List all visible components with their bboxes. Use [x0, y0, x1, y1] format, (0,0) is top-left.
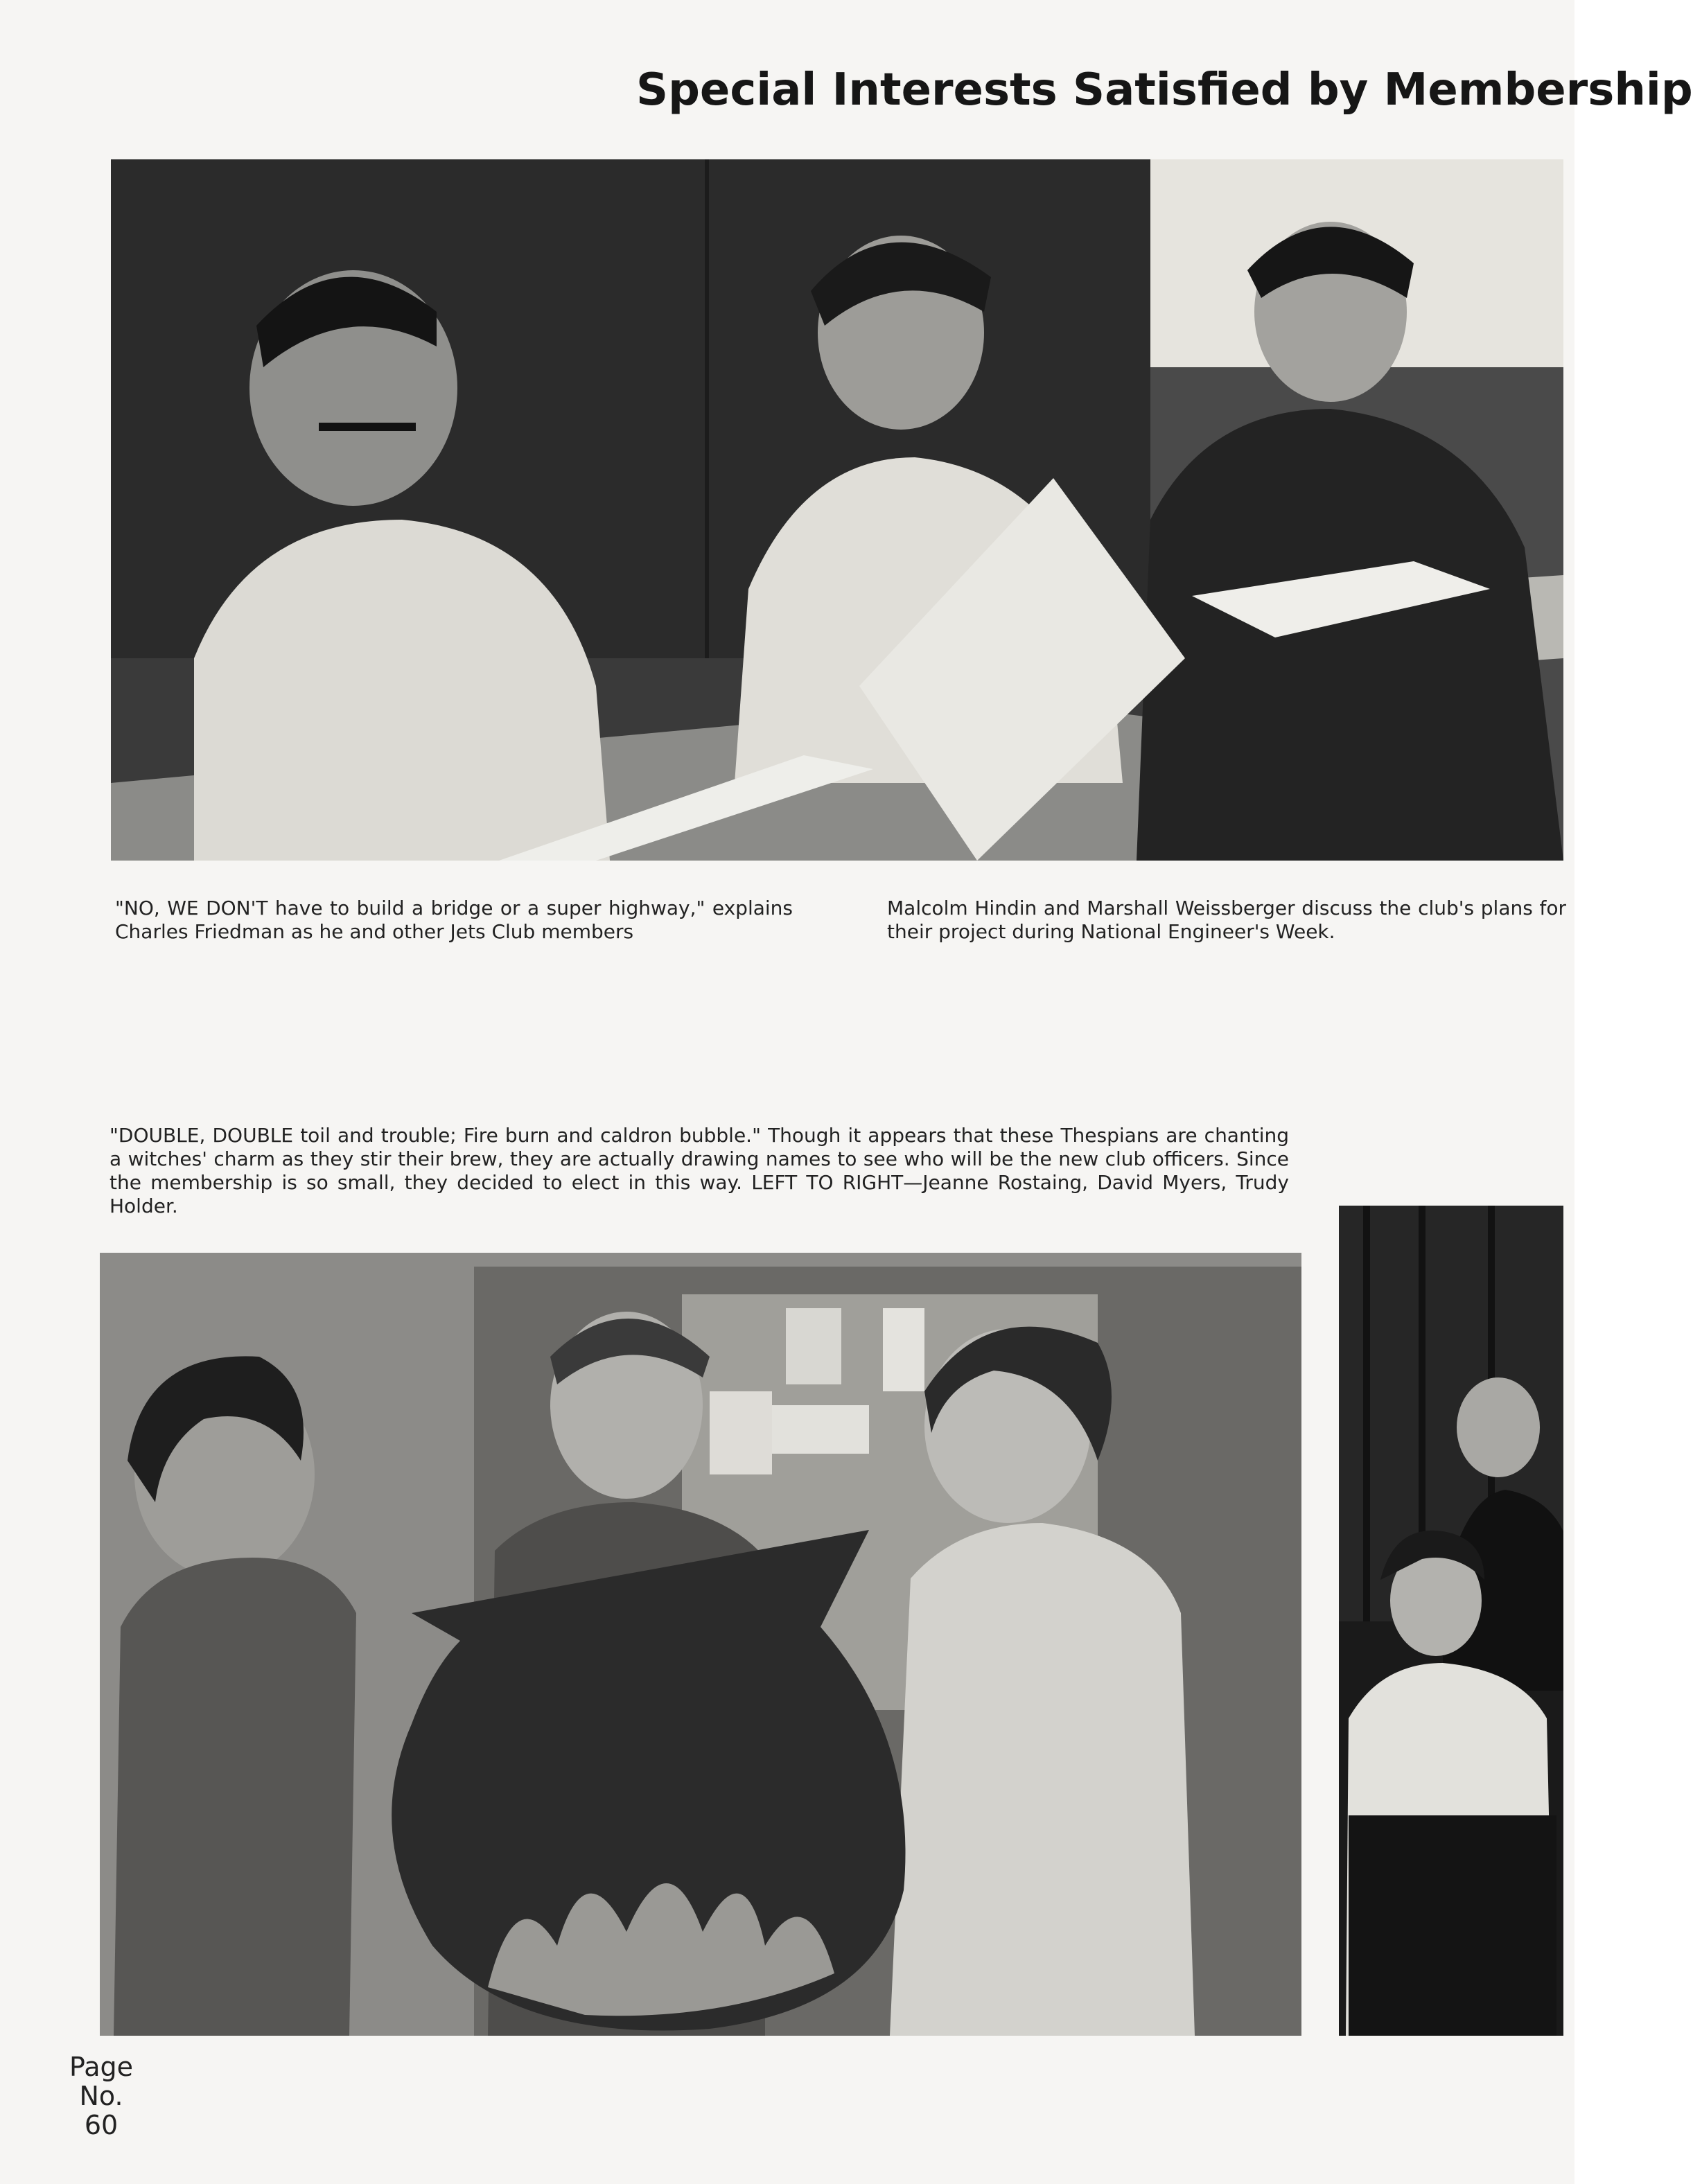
- thespians-caption: "DOUBLE, DOUBLE toil and trouble; Fire burn and caldron bubble." Though it appears that these Thespians are chanting a witches' charm as they stir their brew, they are actually drawing names to see who will be the new club officers. Since the membership is so small, they decided to elect in this way. LEFT TO RIGHT—Jeanne Rostaing, David Myers, Trudy Holder.: [109, 1124, 1289, 1217]
- page-number-abbrev: No.: [79, 2081, 123, 2111]
- page-title: Special Interests Satisfied by Membership: [636, 64, 1693, 116]
- jets-club-photo: [111, 159, 1563, 861]
- page-number-label: Page: [69, 2052, 133, 2082]
- jets-club-photo-art: [111, 159, 1563, 861]
- jets-club-caption-right: Malcolm Hindin and Marshall Weissberger discuss the club's plans for their project during National Engineer's Week.: [887, 897, 1566, 943]
- page-number-value: 60: [84, 2110, 119, 2140]
- right-edge-photo: [1339, 1206, 1563, 2036]
- thespians-photo-art: [100, 1253, 1301, 2036]
- page-number: [60, 2052, 143, 2140]
- jets-club-caption-left: "NO, WE DON'T have to build a bridge or a super highway," explains Charles Friedman as he and other Jets Club members: [115, 897, 793, 943]
- right-edge-photo-art: [1339, 1206, 1563, 2036]
- thespians-photo: [100, 1253, 1301, 2036]
